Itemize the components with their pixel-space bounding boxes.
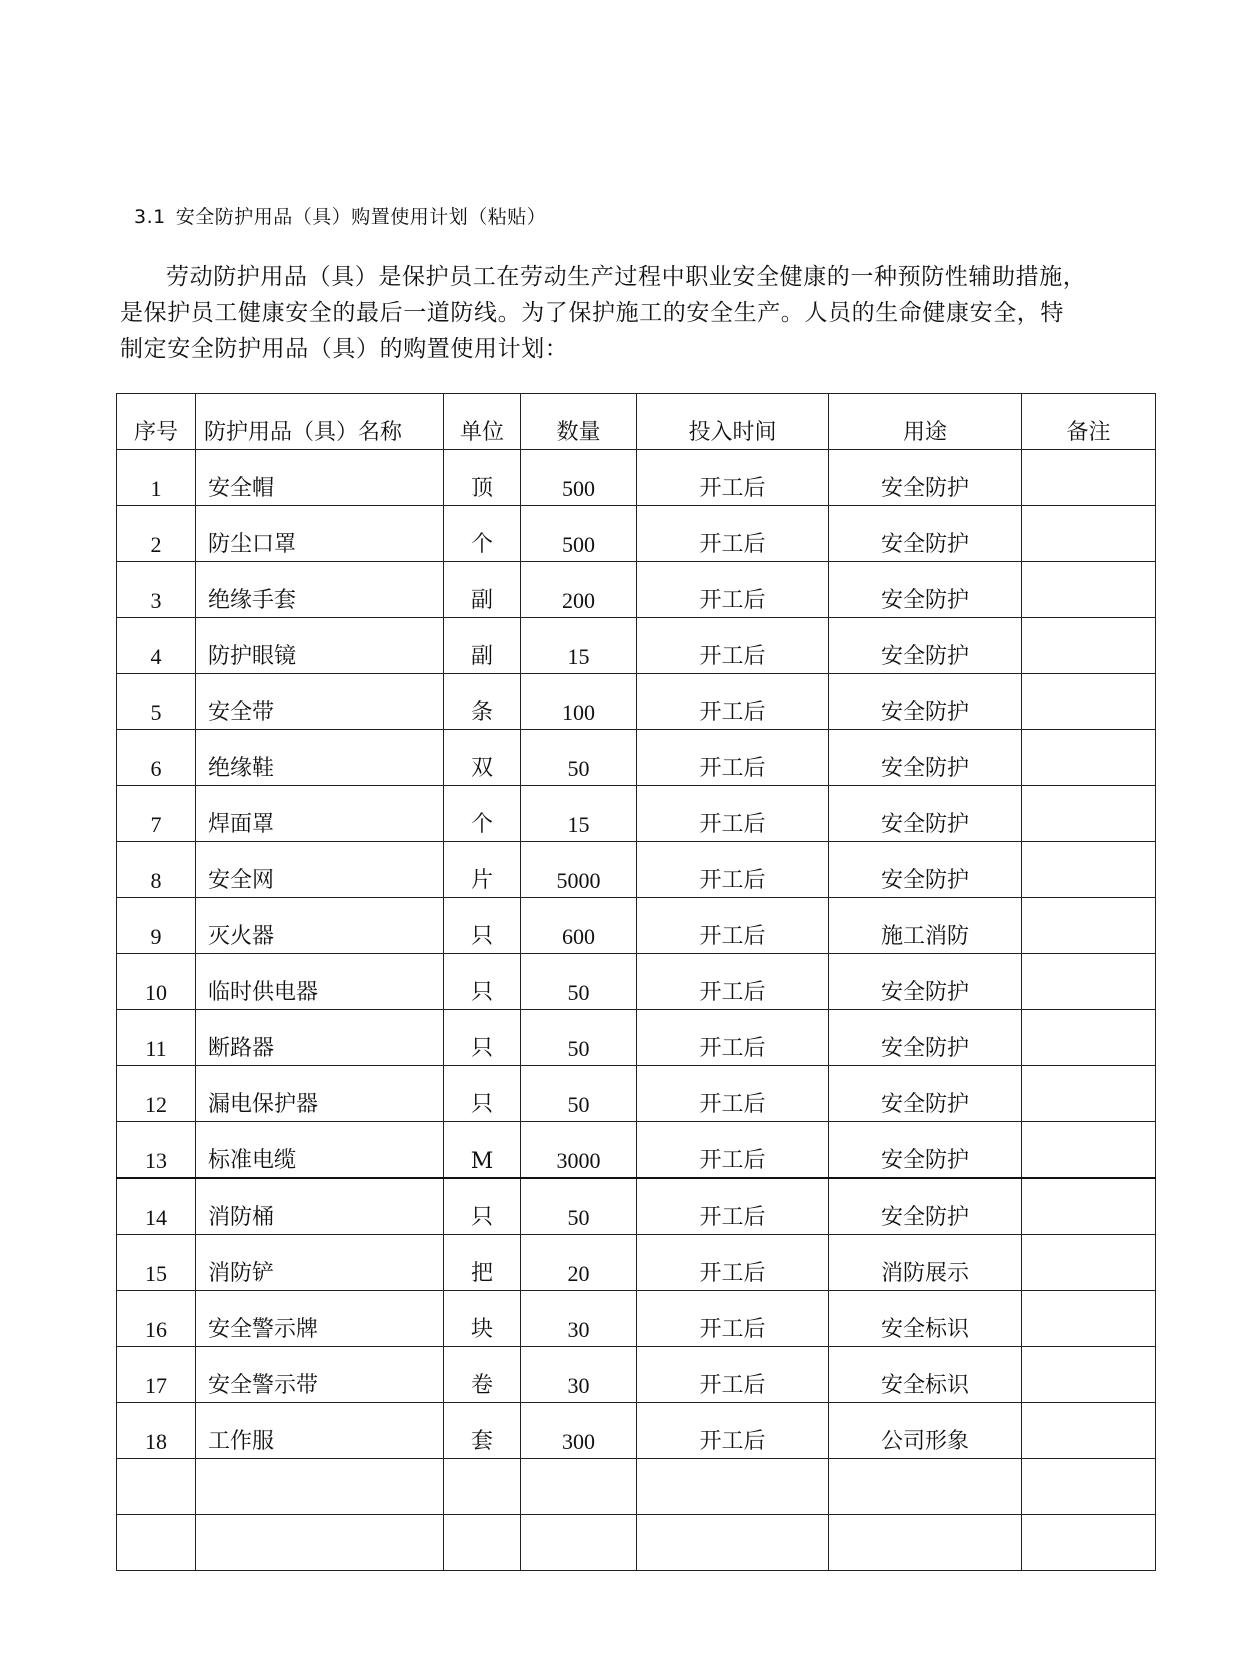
- section-number: 3.1: [134, 206, 166, 228]
- cell-time: 开工后: [637, 506, 829, 562]
- cell-index: 16: [117, 1291, 196, 1347]
- cell-time: 开工后: [637, 562, 829, 618]
- cell-remarks: [1022, 1291, 1156, 1347]
- header-time: 投入时间: [637, 394, 829, 450]
- cell-index: 13: [117, 1122, 196, 1179]
- cell-quantity: 15: [521, 618, 637, 674]
- intro-line: 是保护员工健康安全的最后一道防线。为了保护施工的安全生产。人员的生命健康安全，特: [120, 300, 1064, 326]
- cell-remarks: [1022, 730, 1156, 786]
- cell-time: 开工后: [637, 1235, 829, 1291]
- table-row: [117, 898, 1156, 954]
- cell-remarks: [1022, 1347, 1156, 1403]
- cell-remarks: [1022, 954, 1156, 1010]
- cell-remarks: [1022, 1010, 1156, 1066]
- ppe-plan-table: [116, 393, 1156, 1571]
- cell-time: 开工后: [637, 1291, 829, 1347]
- cell-quantity: 500: [521, 506, 637, 562]
- cell-remarks: [1022, 786, 1156, 842]
- cell-time: 开工后: [637, 1066, 829, 1122]
- cell-item-name: 漏电保护器: [196, 1066, 444, 1122]
- cell-time: 开工后: [637, 674, 829, 730]
- table-row: [117, 730, 1156, 786]
- table-row: [117, 1347, 1156, 1403]
- cell-time: 开工后: [637, 730, 829, 786]
- cell-item-name: [196, 1515, 444, 1571]
- header-unit: 单位: [444, 394, 521, 450]
- cell-quantity: 50: [521, 1178, 637, 1235]
- cell-unit: 只: [444, 1178, 521, 1235]
- cell-purpose: [829, 1459, 1022, 1515]
- cell-unit: M: [444, 1122, 521, 1179]
- cell-purpose: 安全防护: [829, 1178, 1022, 1235]
- cell-index: [117, 1515, 196, 1571]
- cell-unit: 副: [444, 618, 521, 674]
- cell-quantity: 3000: [521, 1122, 637, 1179]
- cell-purpose: 安全防护: [829, 1066, 1022, 1122]
- cell-item-name: 安全警示牌: [196, 1291, 444, 1347]
- cell-index: 17: [117, 1347, 196, 1403]
- cell-quantity: 600: [521, 898, 637, 954]
- cell-remarks: [1022, 1459, 1156, 1515]
- cell-unit: 个: [444, 786, 521, 842]
- cell-remarks: [1022, 674, 1156, 730]
- cell-remarks: [1022, 898, 1156, 954]
- cell-time: [637, 1459, 829, 1515]
- cell-time: 开工后: [637, 618, 829, 674]
- cell-quantity: 500: [521, 450, 637, 506]
- table-row: [117, 562, 1156, 618]
- cell-time: 开工后: [637, 1178, 829, 1235]
- cell-item-name: 安全带: [196, 674, 444, 730]
- cell-unit: 片: [444, 842, 521, 898]
- cell-unit: 双: [444, 730, 521, 786]
- table-row: [117, 1459, 1156, 1515]
- header-remarks: 备注: [1022, 394, 1156, 450]
- cell-index: 11: [117, 1010, 196, 1066]
- cell-purpose: 施工消防: [829, 898, 1022, 954]
- cell-index: 9: [117, 898, 196, 954]
- cell-index: 8: [117, 842, 196, 898]
- cell-quantity: 50: [521, 730, 637, 786]
- cell-item-name: 标准电缆: [196, 1122, 444, 1179]
- cell-item-name: 绝缘手套: [196, 562, 444, 618]
- table-row: [117, 1515, 1156, 1571]
- cell-item-name: 灭火器: [196, 898, 444, 954]
- cell-remarks: [1022, 618, 1156, 674]
- header-index: 序号: [117, 394, 196, 450]
- cell-remarks: [1022, 1178, 1156, 1235]
- cell-item-name: 临时供电器: [196, 954, 444, 1010]
- header-purpose: 用途: [829, 394, 1022, 450]
- cell-time: 开工后: [637, 954, 829, 1010]
- cell-item-name: 绝缘鞋: [196, 730, 444, 786]
- cell-item-name: 工作服: [196, 1403, 444, 1459]
- intro-line: 制定安全防护用品（具）的购置使用计划：: [120, 336, 569, 362]
- table-row: [117, 786, 1156, 842]
- cell-item-name: 防尘口罩: [196, 506, 444, 562]
- cell-remarks: [1022, 1066, 1156, 1122]
- cell-remarks: [1022, 1235, 1156, 1291]
- cell-unit: 把: [444, 1235, 521, 1291]
- cell-purpose: 安全防护: [829, 1010, 1022, 1066]
- cell-index: 2: [117, 506, 196, 562]
- section-heading: [134, 202, 546, 229]
- table-row: [117, 1235, 1156, 1291]
- cell-purpose: [829, 1515, 1022, 1571]
- cell-time: 开工后: [637, 1010, 829, 1066]
- cell-time: [637, 1515, 829, 1571]
- cell-purpose: 安全防护: [829, 618, 1022, 674]
- cell-item-name: 防护眼镜: [196, 618, 444, 674]
- cell-remarks: [1022, 562, 1156, 618]
- cell-purpose: 安全防护: [829, 954, 1022, 1010]
- table-row: [117, 1122, 1156, 1179]
- cell-quantity: 50: [521, 1066, 637, 1122]
- cell-quantity: 50: [521, 1010, 637, 1066]
- cell-quantity: 20: [521, 1235, 637, 1291]
- cell-unit: 条: [444, 674, 521, 730]
- cell-purpose: 安全防护: [829, 674, 1022, 730]
- cell-index: 4: [117, 618, 196, 674]
- cell-index: [117, 1459, 196, 1515]
- cell-unit: 卷: [444, 1347, 521, 1403]
- cell-purpose: 安全防护: [829, 730, 1022, 786]
- cell-index: 5: [117, 674, 196, 730]
- table-row: [117, 1010, 1156, 1066]
- cell-time: 开工后: [637, 1347, 829, 1403]
- table-row: [117, 842, 1156, 898]
- cell-remarks: [1022, 1122, 1156, 1179]
- intro-paragraph: [120, 259, 1130, 367]
- cell-unit: [444, 1515, 521, 1571]
- cell-item-name: 安全警示带: [196, 1347, 444, 1403]
- table-row: [117, 1178, 1156, 1235]
- cell-index: 14: [117, 1178, 196, 1235]
- cell-purpose: 安全防护: [829, 562, 1022, 618]
- table-row: [117, 450, 1156, 506]
- cell-item-name: 消防桶: [196, 1178, 444, 1235]
- cell-item-name: 安全帽: [196, 450, 444, 506]
- cell-item-name: 焊面罩: [196, 786, 444, 842]
- cell-quantity: 200: [521, 562, 637, 618]
- header-quantity: 数量: [521, 394, 637, 450]
- cell-purpose: 安全标识: [829, 1291, 1022, 1347]
- intro-line: 劳动防护用品（具）是保护员工在劳动生产过程中职业安全健康的一种预防性辅助措施，: [166, 264, 1087, 290]
- cell-remarks: [1022, 842, 1156, 898]
- cell-unit: 只: [444, 1066, 521, 1122]
- cell-purpose: 安全防护: [829, 1122, 1022, 1179]
- cell-purpose: 安全防护: [829, 506, 1022, 562]
- cell-unit: 套: [444, 1403, 521, 1459]
- cell-purpose: 安全标识: [829, 1347, 1022, 1403]
- cell-item-name: 消防铲: [196, 1235, 444, 1291]
- cell-purpose: 安全防护: [829, 842, 1022, 898]
- cell-unit: 个: [444, 506, 521, 562]
- table-row: [117, 618, 1156, 674]
- cell-quantity: 300: [521, 1403, 637, 1459]
- cell-index: 18: [117, 1403, 196, 1459]
- table-row: [117, 674, 1156, 730]
- cell-index: 7: [117, 786, 196, 842]
- table-row: [117, 506, 1156, 562]
- cell-index: 12: [117, 1066, 196, 1122]
- cell-unit: 块: [444, 1291, 521, 1347]
- table-row: [117, 1291, 1156, 1347]
- cell-remarks: [1022, 450, 1156, 506]
- cell-item-name: 安全网: [196, 842, 444, 898]
- cell-index: 10: [117, 954, 196, 1010]
- cell-index: 3: [117, 562, 196, 618]
- cell-unit: 只: [444, 1010, 521, 1066]
- cell-time: 开工后: [637, 1403, 829, 1459]
- cell-unit: 副: [444, 562, 521, 618]
- cell-quantity: [521, 1515, 637, 1571]
- table-row: [117, 1403, 1156, 1459]
- cell-remarks: [1022, 506, 1156, 562]
- cell-purpose: 消防展示: [829, 1235, 1022, 1291]
- cell-index: 15: [117, 1235, 196, 1291]
- cell-remarks: [1022, 1515, 1156, 1571]
- cell-unit: [444, 1459, 521, 1515]
- cell-quantity: 50: [521, 954, 637, 1010]
- cell-time: 开工后: [637, 842, 829, 898]
- cell-unit: 只: [444, 954, 521, 1010]
- cell-index: 1: [117, 450, 196, 506]
- cell-purpose: 安全防护: [829, 786, 1022, 842]
- cell-time: 开工后: [637, 1122, 829, 1179]
- cell-time: 开工后: [637, 786, 829, 842]
- table-row: [117, 1066, 1156, 1122]
- cell-unit: 顶: [444, 450, 521, 506]
- cell-quantity: 15: [521, 786, 637, 842]
- cell-quantity: 5000: [521, 842, 637, 898]
- cell-quantity: 100: [521, 674, 637, 730]
- table-row: [117, 954, 1156, 1010]
- cell-quantity: [521, 1459, 637, 1515]
- cell-index: 6: [117, 730, 196, 786]
- table-header-row: [117, 394, 1156, 450]
- cell-time: 开工后: [637, 898, 829, 954]
- cell-time: 开工后: [637, 450, 829, 506]
- cell-item-name: [196, 1459, 444, 1515]
- section-title: 安全防护用品（具）购置使用计划（粘贴）: [175, 206, 547, 228]
- cell-item-name: 断路器: [196, 1010, 444, 1066]
- cell-quantity: 30: [521, 1347, 637, 1403]
- cell-remarks: [1022, 1403, 1156, 1459]
- cell-unit: 只: [444, 898, 521, 954]
- header-item-name: 防护用品（具）名称: [196, 394, 444, 450]
- cell-purpose: 安全防护: [829, 450, 1022, 506]
- cell-purpose: 公司形象: [829, 1403, 1022, 1459]
- cell-quantity: 30: [521, 1291, 637, 1347]
